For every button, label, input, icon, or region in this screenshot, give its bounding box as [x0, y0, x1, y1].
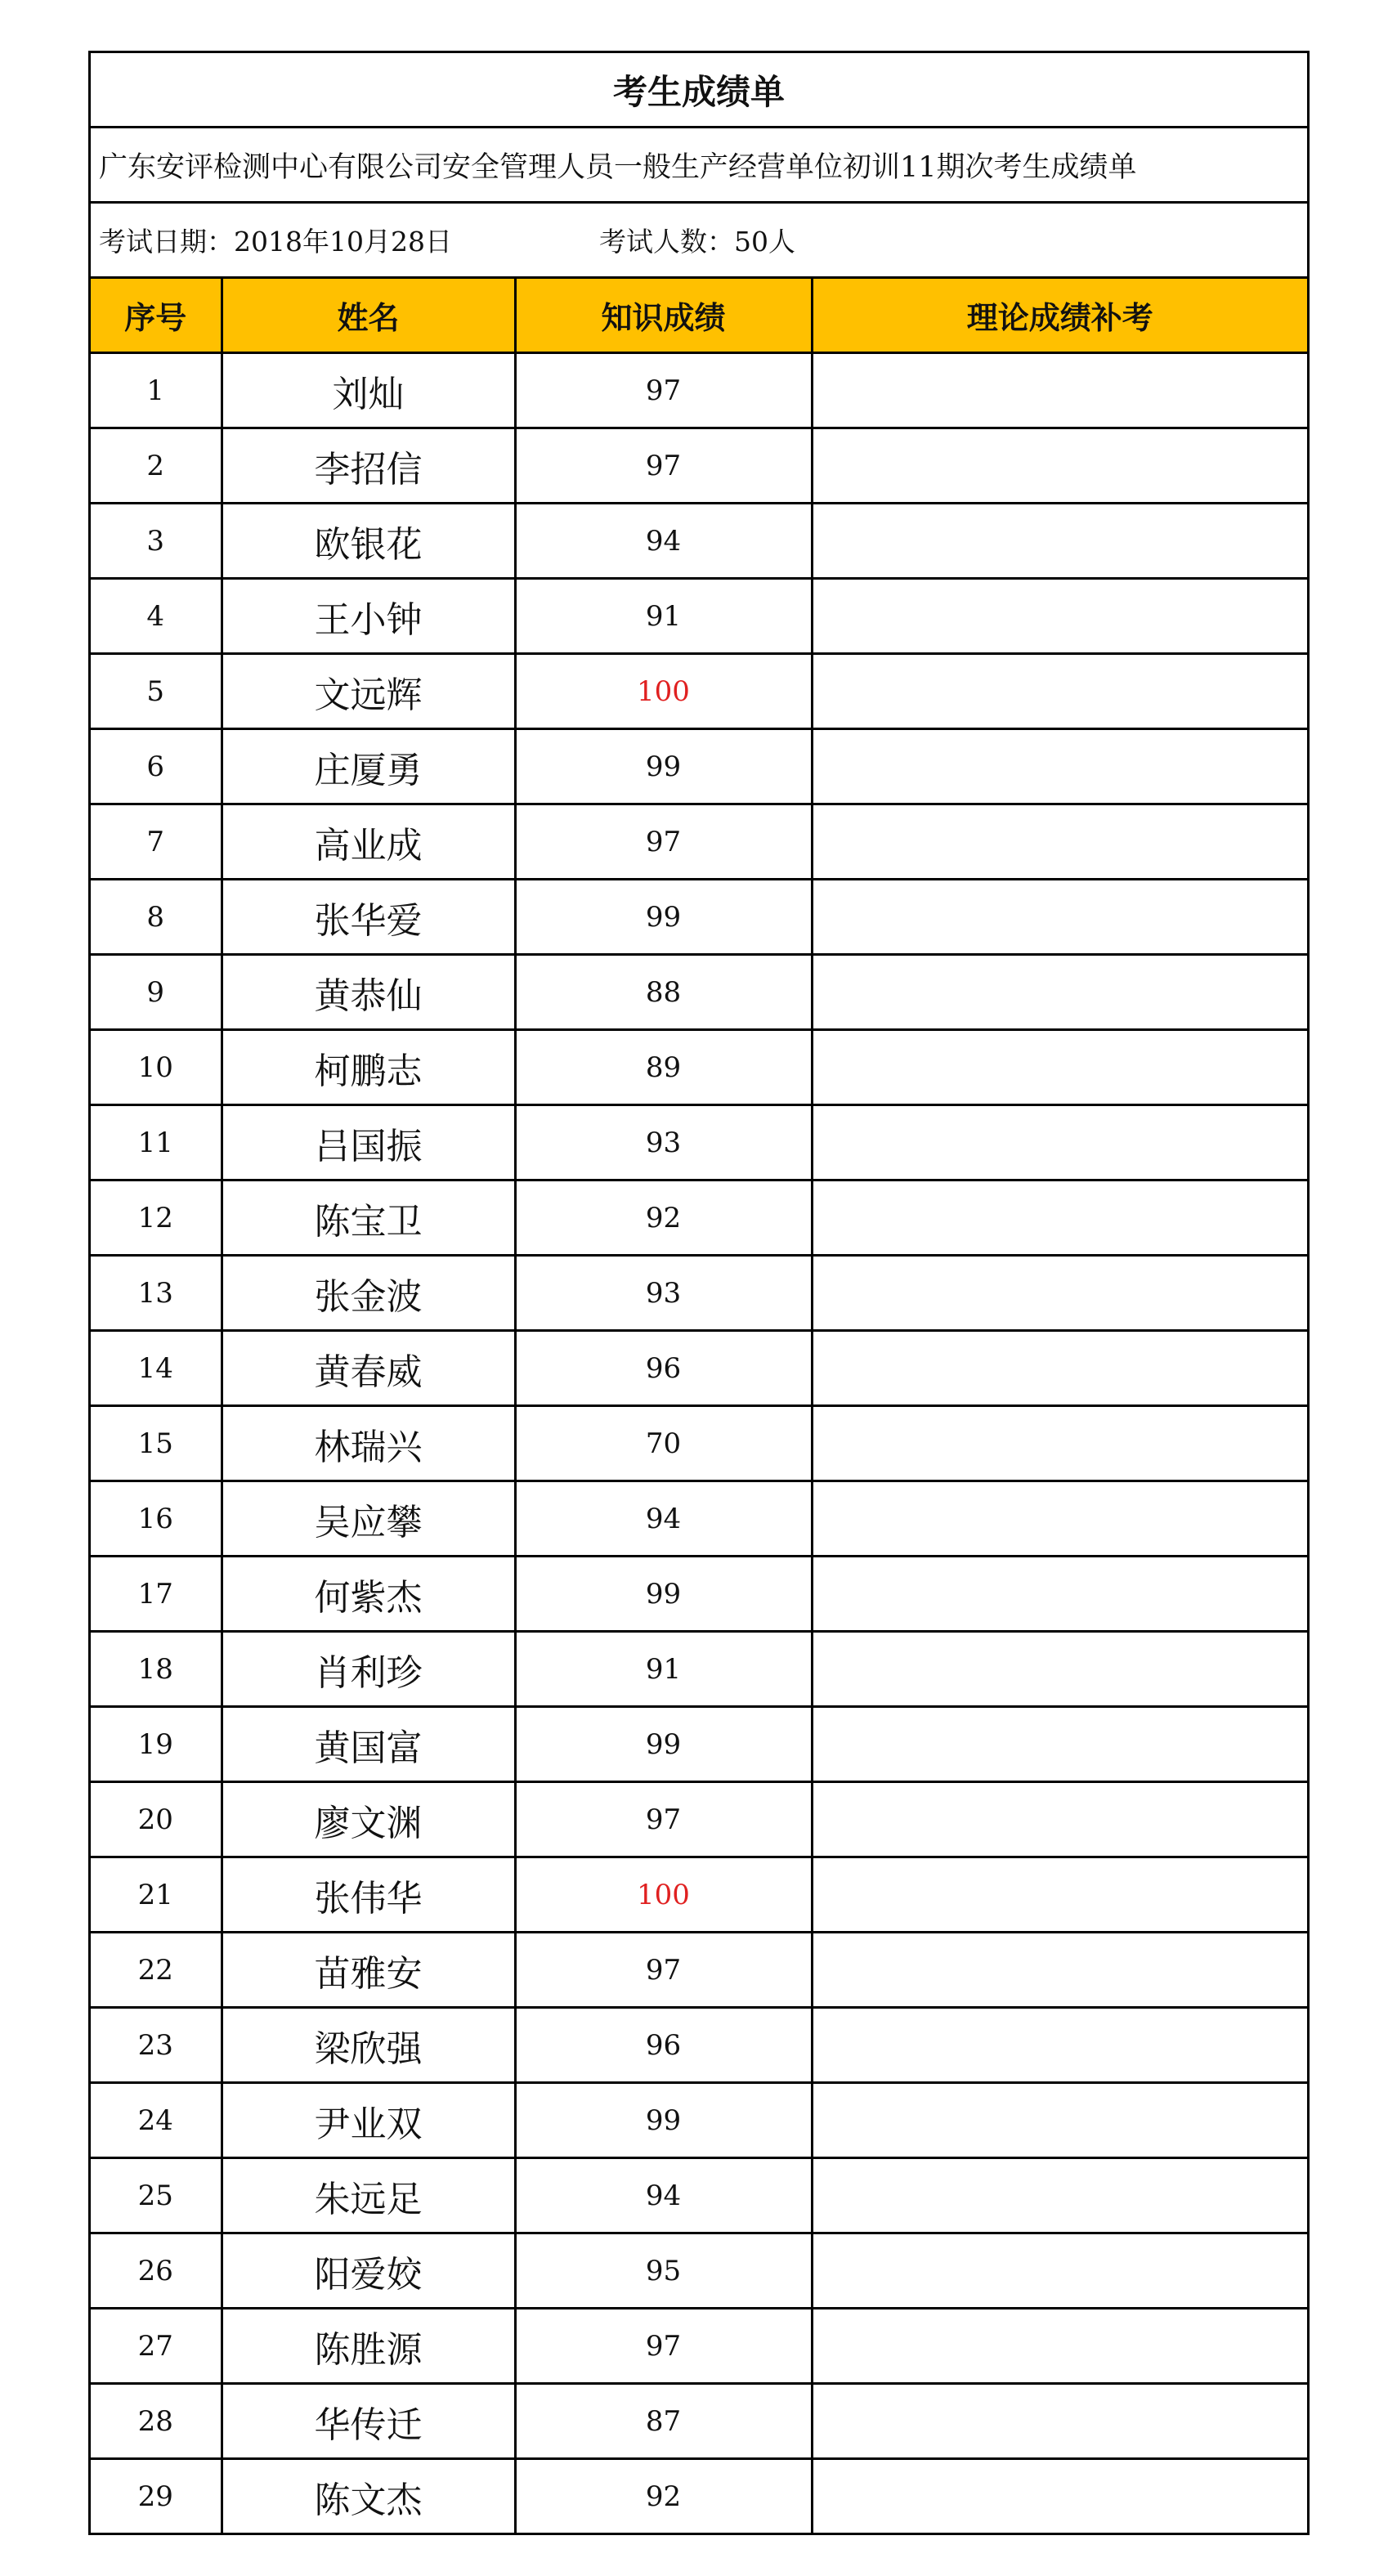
exam-count: 考试人数：50人 — [598, 226, 795, 258]
row-seq: 21 — [91, 1857, 222, 1933]
row-score: 99 — [515, 2083, 812, 2158]
row-seq: 9 — [91, 955, 222, 1030]
score-sheet — [88, 51, 1310, 2535]
row-name: 华传迁 — [222, 2384, 515, 2459]
header-makeup: 理论成绩补考 — [812, 279, 1307, 353]
row-score: 100 — [515, 654, 812, 729]
row-name: 王小钟 — [222, 579, 515, 654]
row-seq: 27 — [91, 2309, 222, 2384]
row-score: 99 — [515, 729, 812, 804]
row-name: 黄春威 — [222, 1331, 515, 1406]
row-name: 林瑞兴 — [222, 1406, 515, 1481]
row-name: 黄国富 — [222, 1707, 515, 1782]
row-name: 高业成 — [222, 804, 515, 880]
row-makeup — [812, 353, 1307, 428]
row-makeup — [812, 1256, 1307, 1331]
row-seq: 1 — [91, 353, 222, 428]
row-seq: 13 — [91, 1256, 222, 1331]
row-name: 陈胜源 — [222, 2309, 515, 2384]
row-makeup — [812, 804, 1307, 880]
table-header-row — [91, 279, 1307, 353]
row-score: 94 — [515, 1481, 812, 1557]
table-row — [91, 1857, 1307, 1933]
row-score: 96 — [515, 2008, 812, 2083]
row-score: 99 — [515, 880, 812, 955]
row-name: 肖利珍 — [222, 1632, 515, 1707]
table-row — [91, 1256, 1307, 1331]
row-score: 94 — [515, 2158, 812, 2233]
table-row — [91, 804, 1307, 880]
row-makeup — [812, 1180, 1307, 1256]
table-row — [91, 1557, 1307, 1632]
row-name: 李招信 — [222, 428, 515, 504]
row-makeup — [812, 428, 1307, 504]
row-seq: 4 — [91, 579, 222, 654]
table-row — [91, 2008, 1307, 2083]
table-row — [91, 1105, 1307, 1180]
table-row — [91, 504, 1307, 579]
row-seq: 26 — [91, 2233, 222, 2309]
row-makeup — [812, 1782, 1307, 1857]
row-makeup — [812, 2459, 1307, 2533]
row-seq: 6 — [91, 729, 222, 804]
table-row — [91, 579, 1307, 654]
row-score: 91 — [515, 1632, 812, 1707]
row-name: 朱远足 — [222, 2158, 515, 2233]
header-seq: 序号 — [91, 279, 222, 353]
table-body — [91, 353, 1307, 2533]
row-makeup — [812, 2233, 1307, 2309]
table-row — [91, 955, 1307, 1030]
table-row — [91, 2459, 1307, 2533]
row-name: 何紫杰 — [222, 1557, 515, 1632]
row-name: 庄厦勇 — [222, 729, 515, 804]
row-makeup — [812, 2309, 1307, 2384]
row-seq: 24 — [91, 2083, 222, 2158]
row-score: 97 — [515, 353, 812, 428]
row-score: 97 — [515, 1782, 812, 1857]
row-seq: 19 — [91, 1707, 222, 1782]
row-score: 97 — [515, 428, 812, 504]
row-seq: 3 — [91, 504, 222, 579]
row-score: 97 — [515, 804, 812, 880]
row-name: 吕国振 — [222, 1105, 515, 1180]
table-row — [91, 729, 1307, 804]
row-makeup — [812, 579, 1307, 654]
document-subtitle: 广东安评检测中心有限公司安全管理人员一般生产经营单位初训11期次考生成绩单 — [91, 128, 1307, 204]
row-name: 张伟华 — [222, 1857, 515, 1933]
row-name: 刘灿 — [222, 353, 515, 428]
row-name: 张华爱 — [222, 880, 515, 955]
row-seq: 28 — [91, 2384, 222, 2459]
row-seq: 7 — [91, 804, 222, 880]
document-title: 考生成绩单 — [91, 53, 1307, 128]
exam-date: 考试日期：2018年10月28日 — [99, 226, 452, 258]
row-score: 70 — [515, 1406, 812, 1481]
row-seq: 22 — [91, 1933, 222, 2008]
table-row — [91, 880, 1307, 955]
table-row — [91, 654, 1307, 729]
table-row — [91, 1406, 1307, 1481]
row-name: 柯鹏志 — [222, 1030, 515, 1105]
row-makeup — [812, 955, 1307, 1030]
row-name: 梁欣强 — [222, 2008, 515, 2083]
row-name: 黄恭仙 — [222, 955, 515, 1030]
row-name: 尹业双 — [222, 2083, 515, 2158]
row-name: 陈文杰 — [222, 2459, 515, 2533]
table-row — [91, 428, 1307, 504]
row-seq: 25 — [91, 2158, 222, 2233]
row-score: 92 — [515, 1180, 812, 1256]
table-row — [91, 2309, 1307, 2384]
row-makeup — [812, 654, 1307, 729]
row-score: 97 — [515, 2309, 812, 2384]
table-row — [91, 1331, 1307, 1406]
row-seq: 2 — [91, 428, 222, 504]
row-seq: 18 — [91, 1632, 222, 1707]
row-score: 95 — [515, 2233, 812, 2309]
row-seq: 29 — [91, 2459, 222, 2533]
row-makeup — [812, 1030, 1307, 1105]
row-makeup — [812, 1933, 1307, 2008]
table-row — [91, 2233, 1307, 2309]
row-score: 97 — [515, 1933, 812, 2008]
row-makeup — [812, 729, 1307, 804]
row-makeup — [812, 880, 1307, 955]
table-row — [91, 2384, 1307, 2459]
row-name: 欧银花 — [222, 504, 515, 579]
score-table — [91, 279, 1307, 2533]
row-makeup — [812, 2083, 1307, 2158]
row-score: 91 — [515, 579, 812, 654]
row-seq: 12 — [91, 1180, 222, 1256]
table-row — [91, 353, 1307, 428]
row-makeup — [812, 1481, 1307, 1557]
row-makeup — [812, 1406, 1307, 1481]
row-name: 张金波 — [222, 1256, 515, 1331]
row-score: 94 — [515, 504, 812, 579]
row-name: 陈宝卫 — [222, 1180, 515, 1256]
header-score: 知识成绩 — [515, 279, 812, 353]
table-row — [91, 1481, 1307, 1557]
row-score: 93 — [515, 1256, 812, 1331]
row-score: 100 — [515, 1857, 812, 1933]
row-makeup — [812, 1707, 1307, 1782]
row-seq: 10 — [91, 1030, 222, 1105]
row-makeup — [812, 1632, 1307, 1707]
table-row — [91, 1707, 1307, 1782]
row-seq: 15 — [91, 1406, 222, 1481]
exam-info — [91, 204, 1307, 279]
row-seq: 16 — [91, 1481, 222, 1557]
row-name: 廖文渊 — [222, 1782, 515, 1857]
row-score: 99 — [515, 1707, 812, 1782]
row-score: 89 — [515, 1030, 812, 1105]
row-seq: 8 — [91, 880, 222, 955]
header-name: 姓名 — [222, 279, 515, 353]
row-score: 87 — [515, 2384, 812, 2459]
row-name: 文远辉 — [222, 654, 515, 729]
table-row — [91, 2083, 1307, 2158]
table-row — [91, 1933, 1307, 2008]
row-name: 苗雅安 — [222, 1933, 515, 2008]
row-seq: 23 — [91, 2008, 222, 2083]
row-seq: 20 — [91, 1782, 222, 1857]
row-name: 阳爱姣 — [222, 2233, 515, 2309]
table-row — [91, 1782, 1307, 1857]
row-makeup — [812, 2384, 1307, 2459]
table-row — [91, 2158, 1307, 2233]
table-row — [91, 1180, 1307, 1256]
row-makeup — [812, 2008, 1307, 2083]
row-makeup — [812, 1857, 1307, 1933]
row-score: 99 — [515, 1557, 812, 1632]
row-makeup — [812, 1331, 1307, 1406]
table-row — [91, 1030, 1307, 1105]
table-row — [91, 1632, 1307, 1707]
row-seq: 5 — [91, 654, 222, 729]
row-score: 92 — [515, 2459, 812, 2533]
row-score: 96 — [515, 1331, 812, 1406]
row-makeup — [812, 1557, 1307, 1632]
row-seq: 11 — [91, 1105, 222, 1180]
row-score: 88 — [515, 955, 812, 1030]
row-makeup — [812, 504, 1307, 579]
row-score: 93 — [515, 1105, 812, 1180]
row-makeup — [812, 2158, 1307, 2233]
row-name: 吴应攀 — [222, 1481, 515, 1557]
row-seq: 14 — [91, 1331, 222, 1406]
row-seq: 17 — [91, 1557, 222, 1632]
row-makeup — [812, 1105, 1307, 1180]
